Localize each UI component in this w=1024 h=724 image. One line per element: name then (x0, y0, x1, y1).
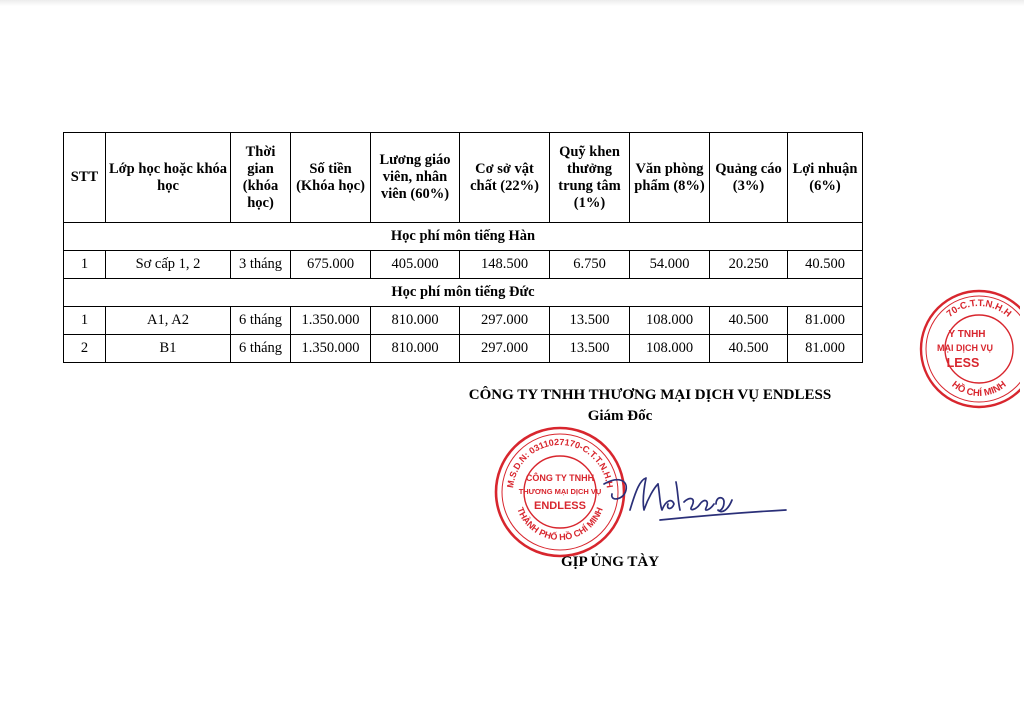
side-seal-line1: Y TNHH (948, 329, 986, 340)
header-stt: STT (64, 133, 106, 223)
cell-salary: 810.000 (371, 335, 460, 363)
cell-duration: 6 tháng (231, 335, 291, 363)
header-advertising: Quảng cáo (3%) (710, 133, 788, 223)
signer-title: Giám Đốc (587, 408, 653, 424)
side-seal-line2: MẠI DỊCH VỤ (937, 343, 993, 353)
header-duration: Thời gian (khóa học) (231, 133, 291, 223)
svg-text:HỒ CHÍ MINH (950, 379, 1009, 399)
header-salary: Lương giáo viên, nhân viên (60%) (371, 133, 460, 223)
cell-stt: 1 (64, 307, 106, 335)
table-row (64, 307, 863, 335)
cell-fee: 675.000 (291, 251, 371, 279)
cell-stt: 1 (64, 251, 106, 279)
cell-advertising: 40.500 (710, 335, 788, 363)
cell-class: A1, A2 (106, 307, 231, 335)
seal-line1: CÔNG TY TNHH (525, 473, 595, 483)
section-row (64, 279, 863, 307)
cell-facilities: 148.500 (460, 251, 550, 279)
section-title-german: Học phí môn tiếng Đức (64, 279, 863, 307)
cell-duration: 6 tháng (231, 307, 291, 335)
header-reward-fund: Quỹ khen thưởng trung tâm (1%) (550, 133, 630, 223)
signer-name: GỊP ỦNG TÀY (560, 554, 660, 570)
cell-salary: 405.000 (371, 251, 460, 279)
header-profit: Lợi nhuận (6%) (788, 133, 863, 223)
header-fee: Số tiền (Khóa học) (291, 133, 371, 223)
handwritten-signature (600, 470, 790, 530)
cell-facilities: 297.000 (460, 335, 550, 363)
cell-duration: 3 tháng (231, 251, 291, 279)
cell-profit: 81.000 (788, 335, 863, 363)
cell-advertising: 20.250 (710, 251, 788, 279)
table-row (64, 335, 863, 363)
page-top-edge (0, 0, 1024, 6)
seal-ring-text: M.S.D.N: 0311027170-C.T.T.N.H.H (505, 436, 615, 489)
cell-advertising: 40.500 (710, 307, 788, 335)
cell-reward-fund: 13.500 (550, 335, 630, 363)
cell-stationery: 108.000 (630, 307, 710, 335)
table-row (64, 251, 863, 279)
cell-reward-fund: 6.750 (550, 251, 630, 279)
header-class: Lớp học hoặc khóa học (106, 133, 231, 223)
cell-profit: 40.500 (788, 251, 863, 279)
company-name: CÔNG TY TNHH THƯƠNG MẠI DỊCH VỤ ENDLESS (468, 387, 832, 403)
section-row (64, 223, 863, 251)
seal-line2: THƯƠNG MẠI DỊCH VỤ (518, 487, 602, 496)
cell-profit: 81.000 (788, 307, 863, 335)
seal-bottom-text: THÀNH PHỐ HỒ CHÍ MINH (515, 505, 605, 543)
side-seal-bottom-text: HỒ CHÍ MINH (949, 379, 1009, 400)
header-stationery: Văn phòng phẩm (8%) (630, 133, 710, 223)
cell-fee: 1.350.000 (291, 335, 371, 363)
side-seal-line3: LESS (946, 356, 980, 370)
cell-stationery: 108.000 (630, 335, 710, 363)
cell-stationery: 54.000 (630, 251, 710, 279)
section-title-korean: Học phí môn tiếng Hàn (64, 223, 863, 251)
cell-salary: 810.000 (371, 307, 460, 335)
side-seal-ring-text: 70-C.T.T.N.H.H (944, 297, 1014, 320)
seal-line3: ENDLESS (534, 500, 586, 512)
cell-class: Sơ cấp 1, 2 (106, 251, 231, 279)
cell-stt: 2 (64, 335, 106, 363)
cell-class: B1 (106, 335, 231, 363)
cell-reward-fund: 13.500 (550, 307, 630, 335)
header-facilities: Cơ sở vật chất (22%) (460, 133, 550, 223)
table-header-row (64, 133, 863, 223)
cell-facilities: 297.000 (460, 307, 550, 335)
side-company-seal (905, 275, 1020, 415)
cell-fee: 1.350.000 (291, 307, 371, 335)
tuition-fee-table (63, 132, 863, 363)
